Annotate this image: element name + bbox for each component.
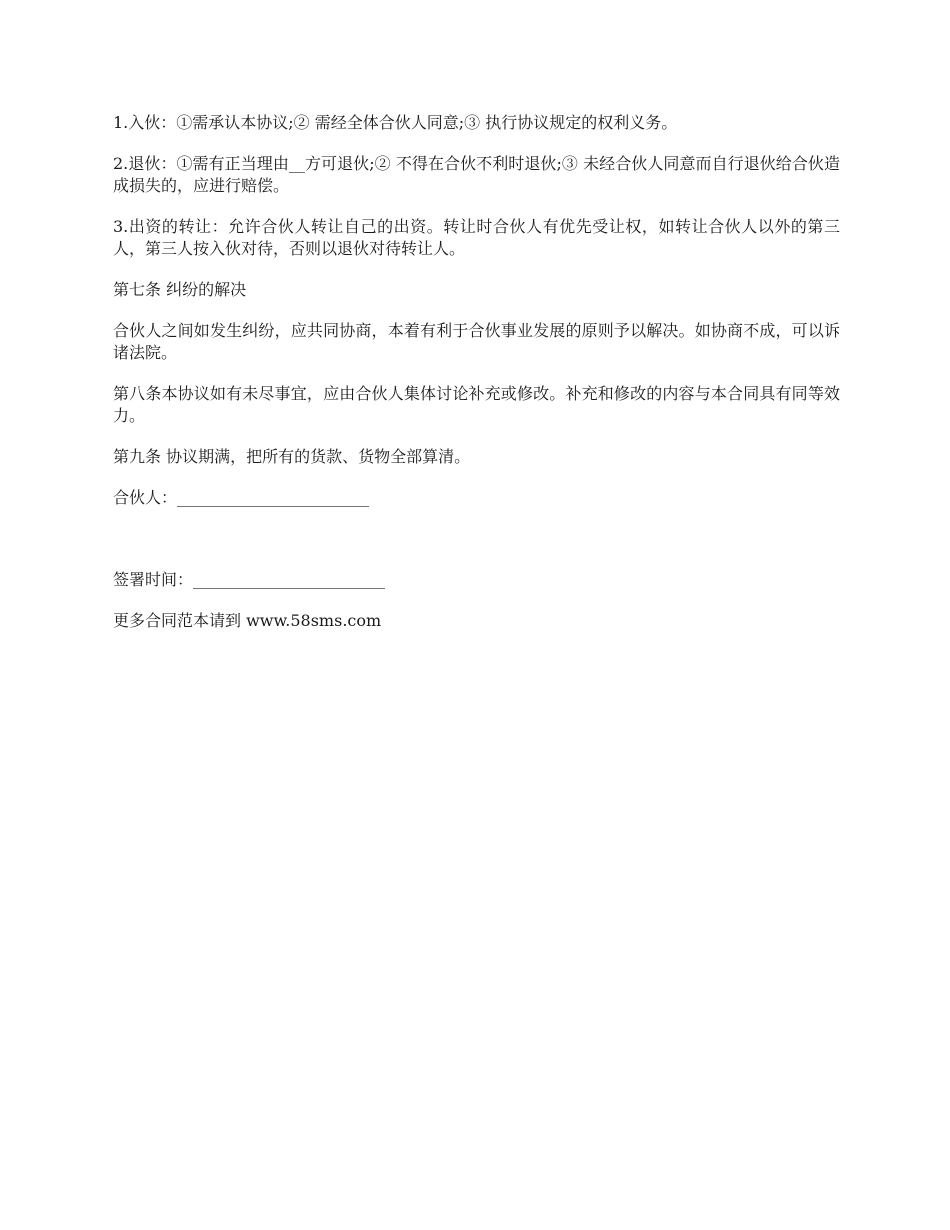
article-8: 第八条本协议如有未尽事宜，应由合伙人集体讨论补充或修改。补充和修改的内容与本合同具有同等效力。	[113, 384, 840, 425]
clause-capital-transfer: 3.出资的转让：允许合伙人转让自己的出资。转让时合伙人有优先受让权，如转让合伙人以外的第三人，第三人按入伙对待，否则以退伙对待转让人。	[113, 217, 840, 258]
article-7-body: 合伙人之间如发生纠纷，应共同协商，本着有利于合伙事业发展的原则予以解决。如协商不成，可以诉诸法院。	[113, 321, 840, 362]
signature-spacer	[113, 528, 840, 569]
clause-withdrawal: 2.退伙：①需有正当理由__方可退伙;② 不得在合伙不利时退伙;③ 未经合伙人同意而自行退伙给合伙造成损失的，应进行赔偿。	[113, 154, 840, 195]
sign-date-line: 签署时间：________________________	[113, 570, 386, 589]
partner-signature-line: 合伙人：________________________	[113, 488, 370, 507]
footer-note: 更多合同范本请到 www.58sms.com	[113, 611, 382, 630]
article-9: 第九条 协议期满，把所有的货款、货物全部算清。	[113, 447, 471, 466]
article-7-heading: 第七条 纠纷的解决	[113, 280, 247, 299]
document-body	[113, 112, 840, 651]
clause-admission: 1.入伙：①需承认本协议;② 需经全体合伙人同意;③ 执行协议规定的权利义务。	[113, 113, 678, 132]
